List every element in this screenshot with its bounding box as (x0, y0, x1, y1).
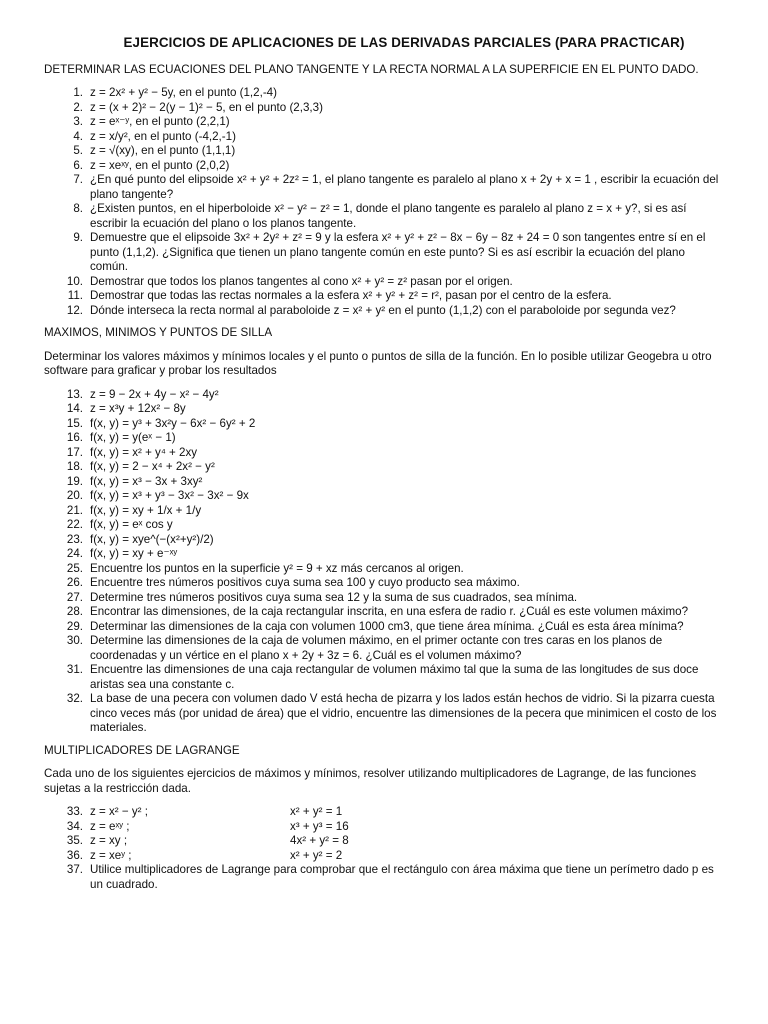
exercise-item (44, 576, 724, 591)
exercise-item (44, 663, 724, 692)
lagrange-item (44, 849, 724, 864)
exercise-number: 23. (66, 532, 83, 546)
exercise-text (90, 805, 724, 820)
exercise-number: 8. (73, 202, 83, 215)
exercise-text: Encuentre tres números positivos cuya suma sea 100 y cuyo producto sea máximo. (90, 576, 520, 589)
exercise-number: 37. (66, 863, 83, 876)
exercise-item (44, 518, 724, 533)
exercise-item (44, 173, 724, 202)
exercise-number: 2. (73, 100, 83, 114)
exercise-item (44, 460, 724, 475)
exercise-number: 36. (66, 848, 83, 862)
exercise-number: 35. (66, 834, 83, 847)
exercise-text: f(x, y) = 2 − x⁴ + 2x² − y² (90, 460, 215, 473)
exercise-text: z = xeˣʸ, en el punto (2,0,2) (90, 158, 230, 172)
exercise-item (44, 562, 724, 577)
exercise-text: Encuentre las dimensiones de una caja rectangular de volumen máximo tal que la suma de las longitudes de sus doce aristas sea una constante c. (90, 663, 699, 691)
exercise-number: 34. (66, 819, 83, 833)
exercise-item (44, 101, 724, 116)
section3-list (44, 805, 724, 892)
exercise-text: Demuestre que el elipsoide 3x² + 2y² + z² = 9 y la esfera x² + y² + z² − 8x − 6y − 8z + 24 = 0 son tangentes entre sí en el punto (1,1,2). ¿Significa que tienen un plano tangente común en este punto? Si es así escribir la ecuación del plano común. (90, 231, 706, 273)
section3-heading: MULTIPLICADORES DE LAGRANGE (44, 743, 240, 757)
constraint-expression: x² + y² = 1 (290, 805, 343, 818)
exercise-number: 5. (73, 144, 83, 157)
exercise-item (44, 591, 724, 606)
exercise-number: 20. (66, 489, 83, 502)
constraint-expression: x³ + y³ = 16 (290, 819, 349, 833)
exercise-text: Encuentre los puntos en la superficie y² = 9 + xz más cercanos al origen. (90, 561, 464, 575)
exercise-text: ¿Existen puntos, en el hiperboloide x² − y² − z² = 1, donde el plano tangente es paralelo al plano z = x + y?, si es así escribir la ecuación del plano o los planos tangente. (90, 202, 687, 230)
exercise-text: Encontrar las dimensiones, de la caja rectangular inscrita, en una esfera de radio r. ¿Cuál es este volumen máximo? (90, 605, 689, 618)
exercise-text: z = 9 − 2x + 4y − x² − 4y² (90, 387, 219, 401)
exercise-number: 29. (66, 619, 83, 633)
exercise-text: f(x, y) = x³ + y³ − 3x² − 3x² − 9x (90, 489, 249, 502)
exercise-text: Determine tres números positivos cuya suma sea 12 y la suma de sus cuadrados, sea mínima. (90, 590, 578, 604)
exercise-text: ¿En qué punto del elipsoide x² + y² + 2z² = 1, el plano tangente es paralelo al plano x + 2y + x = 1 , escribir la ecuación del plano tangente? (90, 173, 719, 201)
exercise-item (44, 446, 724, 461)
function-expression: z = eˣʸ ; (90, 819, 130, 833)
exercise-number: 18. (66, 460, 83, 473)
constraint-expression: x² + y² = 2 (290, 848, 343, 862)
exercise-text: z = eˣ⁻ʸ, en el punto (2,2,1) (90, 115, 230, 128)
exercise-text: f(x, y) = x² + y⁴ + 2xy (90, 445, 198, 459)
exercise-text: z = x³y + 12x² − 8y (90, 402, 186, 415)
exercise-number: 3. (73, 115, 83, 128)
exercise-text: Dónde interseca la recta normal al paraboloide z = x² + y² en el punto (1,1,2) con el paraboloide por segunda vez? (90, 303, 676, 317)
exercise-item (44, 231, 724, 275)
section2-list (44, 388, 724, 736)
exercise-item (44, 86, 724, 101)
exercise-text: f(x, y) = x³ − 3x + 3xy² (90, 474, 203, 488)
exercise-number: 14. (66, 402, 83, 415)
exercise-number: 22. (66, 518, 83, 531)
exercise-text: z = x/y², en el punto (-4,2,-1) (90, 129, 236, 143)
exercise-item (44, 475, 724, 490)
exercise-text: z = 2x² + y² − 5y, en el punto (1,2,-4) (90, 86, 277, 99)
exercise-text: f(x, y) = xy + 1/x + 1/y (90, 503, 202, 517)
exercise-text: f(x, y) = y(eˣ − 1) (90, 431, 176, 444)
exercise-number: 16. (66, 431, 83, 444)
section3-intro: Cada uno de los siguientes ejercicios de máximos y mínimos, resolver utilizando multiplicadores de Lagrange, de las funciones sujetas a la restricción dada. (44, 767, 697, 795)
exercise-item (44, 547, 724, 562)
exercise-number: 33. (66, 805, 83, 818)
exercise-number: 1. (73, 86, 83, 99)
exercise-text: Demostrar que todas las rectas normales a la esfera x² + y² + z² = r², pasan por el centro de la esfera. (90, 289, 612, 302)
exercise-text: Determinar las dimensiones de la caja con volumen 1000 cm3, que tiene área mínima. ¿Cuál es esta área mínima? (90, 619, 684, 633)
exercise-text: z = (x + 2)² − 2(y − 1)² − 5, en el punto (2,3,3) (90, 100, 323, 114)
section2-intro: Determinar los valores máximos y mínimos locales y el punto o puntos de silla de la función. En lo posible utilizar Geogebra u otro software para graficar y probar los resultados (44, 349, 712, 377)
exercise-item (44, 504, 724, 519)
exercise-number: 4. (73, 129, 83, 143)
document-title: EJERCICIOS DE APLICACIONES DE LAS DERIVADAS PARCIALES (PARA PRACTICAR) (123, 35, 685, 50)
exercise-item (44, 692, 724, 736)
exercise-number: 24. (66, 547, 83, 560)
lagrange-item (44, 834, 724, 849)
exercise-item (44, 417, 724, 432)
exercise-item (44, 144, 724, 159)
exercise-text: Determine las dimensiones de la caja de volumen máximo, en el primer octante con tres caras en los planos de coordenadas y un vértice en el plano x + 2y + 3z = 6. ¿Cuál es el volumen máximo? (90, 634, 663, 662)
exercise-text: Demostrar que todos los planos tangentes al cono x² + y² = z² pasan por el origen. (90, 274, 513, 288)
exercise-item (44, 489, 724, 504)
exercise-text: f(x, y) = eˣ cos y (90, 518, 173, 531)
exercise-number: 26. (66, 576, 83, 589)
exercise-number: 31. (66, 663, 83, 676)
exercise-number: 6. (73, 158, 83, 172)
exercise-number: 25. (66, 561, 83, 575)
exercise-text: f(x, y) = xye^(−(x²+y²)/2) (90, 532, 214, 546)
function-expression: z = xy ; (90, 834, 128, 847)
exercise-item (44, 431, 724, 446)
section1-list (44, 86, 724, 318)
exercise-number: 10. (66, 274, 83, 288)
exercise-number: 19. (66, 474, 83, 488)
exercise-item (44, 605, 724, 620)
exercise-item (44, 115, 724, 130)
exercise-number: 7. (73, 173, 83, 186)
exercise-item (44, 634, 724, 663)
exercise-text: f(x, y) = xy + e⁻ˣʸ (90, 547, 178, 560)
exercise-text: z = √(xy), en el punto (1,1,1) (90, 144, 236, 157)
exercise-number: 12. (66, 303, 83, 317)
exercise-number: 21. (66, 503, 83, 517)
exercise-item (44, 863, 724, 892)
exercise-item (44, 388, 724, 403)
exercise-item (44, 130, 724, 145)
exercise-number: 13. (66, 387, 83, 401)
exercise-number: 27. (66, 590, 83, 604)
exercise-number: 32. (66, 692, 83, 705)
constraint-expression: 4x² + y² = 8 (290, 834, 349, 847)
exercise-item (44, 620, 724, 635)
exercise-text: Utilice multiplicadores de Lagrange para comprobar que el rectángulo con área máxima que tiene un perímetro dado p es un cuadrado. (90, 863, 714, 891)
exercise-number: 15. (66, 416, 83, 430)
exercise-item (44, 202, 724, 231)
exercise-item (44, 289, 724, 304)
function-expression: z = xeʸ ; (90, 848, 132, 862)
exercise-item (44, 159, 724, 174)
exercise-text (90, 849, 724, 864)
exercise-number: 30. (66, 634, 83, 647)
exercise-item (44, 304, 724, 319)
exercise-number: 17. (66, 445, 83, 459)
exercise-text (90, 820, 724, 835)
exercise-number: 28. (66, 605, 83, 618)
exercise-text: f(x, y) = y³ + 3x²y − 6x² − 6y² + 2 (90, 416, 256, 430)
exercise-number: 9. (73, 231, 83, 244)
exercise-text (90, 834, 724, 849)
section1-intro: DETERMINAR LAS ECUACIONES DEL PLANO TANGENTE Y LA RECTA NORMAL A LA SUPERFICIE EN EL PUNTO DADO. (44, 62, 699, 76)
section2-heading: MAXIMOS, MINIMOS Y PUNTOS DE SILLA (44, 326, 273, 339)
exercise-item (44, 533, 724, 548)
lagrange-item (44, 805, 724, 820)
exercise-text: La base de una pecera con volumen dado V está hecha de pizarra y los lados están hechos de vidrio. Si la pizarra cuesta cinco veces más (por unidad de área) que el vidrio, encuentre las dimensiones de la pecera que minimicen el costo de los materiales. (90, 692, 717, 734)
function-expression: z = x² − y² ; (90, 805, 148, 818)
exercise-item (44, 402, 724, 417)
exercise-number: 11. (67, 289, 83, 302)
exercise-item (44, 275, 724, 290)
lagrange-item (44, 820, 724, 835)
